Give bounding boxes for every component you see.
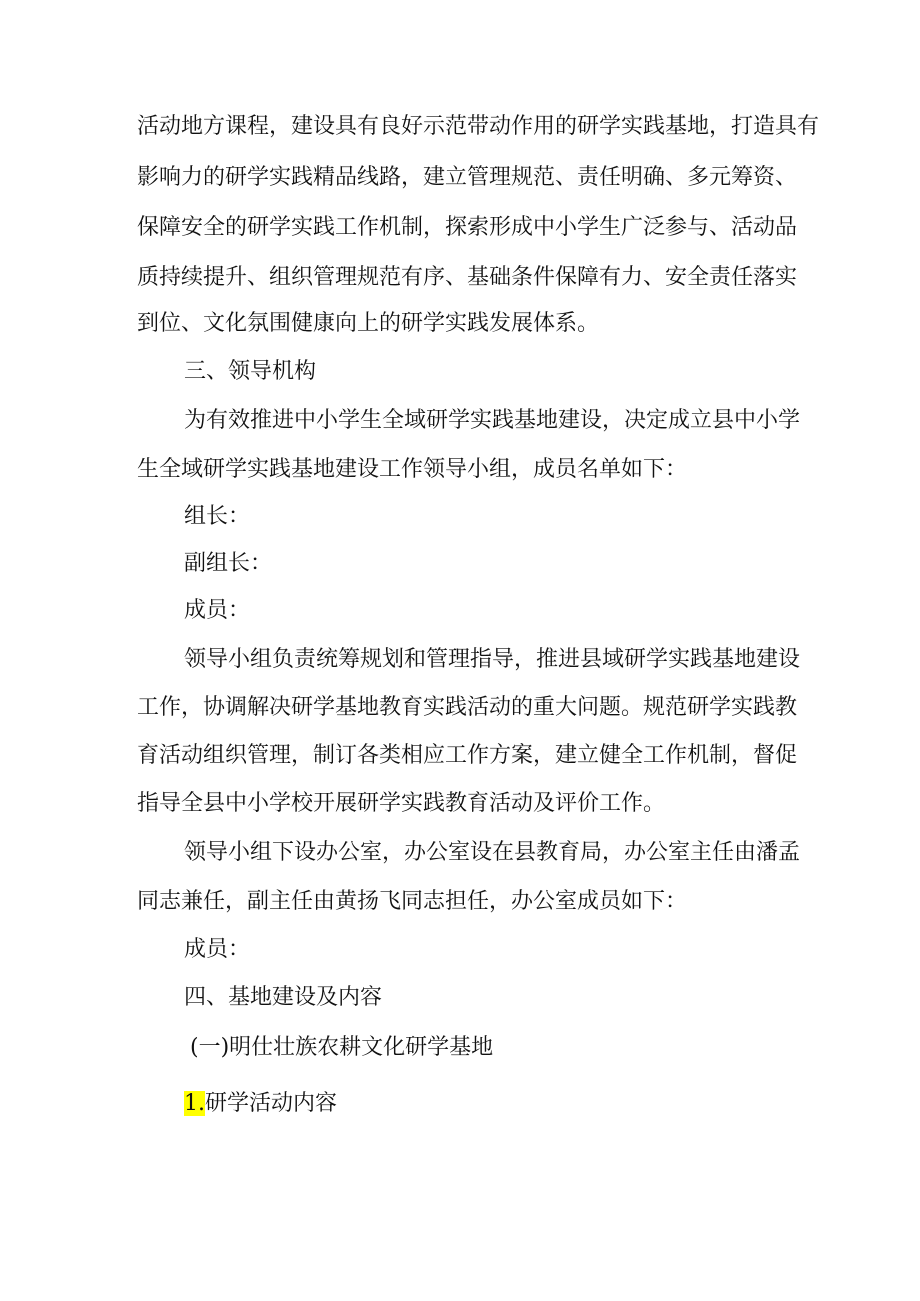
body-text-line: 到位、文化氛围健康向上的研学实践发展体系。	[137, 311, 600, 336]
leader-label: 组长：	[184, 504, 251, 529]
body-text-line: 指导全县中小学校开展研学实践教育活动及评价工作。	[137, 791, 666, 816]
body-text-line: 影响力的研学实践精品线路，建立管理规范、责任明确、多元筹资、	[137, 165, 798, 190]
subsection-heading: (一)明仕壮族农耕文化研学基地	[190, 1035, 494, 1060]
section-heading-4: 四、基地建设及内容	[184, 985, 383, 1010]
body-text-line: 为有效推进中小学生全域研学实践基地建设，决定成立县中小学	[184, 408, 801, 433]
item-text: 研学活动内容	[205, 1091, 338, 1116]
body-text-line: 领导小组负责统筹规划和管理指导，推进县域研学实践基地建设	[184, 647, 801, 672]
deputy-leader-label: 副组长：	[184, 551, 273, 576]
body-text-line: 保障安全的研学实践工作机制，探索形成中小学生广泛参与、活动品	[137, 215, 798, 240]
list-item	[184, 1089, 337, 1119]
item-number-highlight: 1.	[184, 1091, 205, 1116]
members-label: 成员：	[184, 937, 251, 962]
body-text-line: 生全域研学实践基地建设工作领导小组，成员名单如下：	[137, 457, 688, 482]
body-text-line: 质持续提升、组织管理规范有序、基础条件保障有力、安全责任落实	[137, 265, 798, 290]
body-text-line: 工作，协调解决研学基地教育实践活动的重大问题。规范研学实践教	[137, 695, 798, 720]
members-label: 成员：	[184, 598, 251, 623]
body-text-line: 活动地方课程，建设具有良好示范带动作用的研学实践基地，打造具有	[137, 114, 820, 139]
body-text-line: 育活动组织管理，制订各类相应工作方案，建立健全工作机制，督促	[137, 743, 798, 768]
body-text-line: 同志兼任，副主任由黄扬飞同志担任，办公室成员如下：	[137, 889, 688, 914]
section-heading-3: 三、领导机构	[184, 359, 317, 384]
body-text-line: 领导小组下设办公室，办公室设在县教育局，办公室主任由潘孟	[184, 840, 801, 865]
